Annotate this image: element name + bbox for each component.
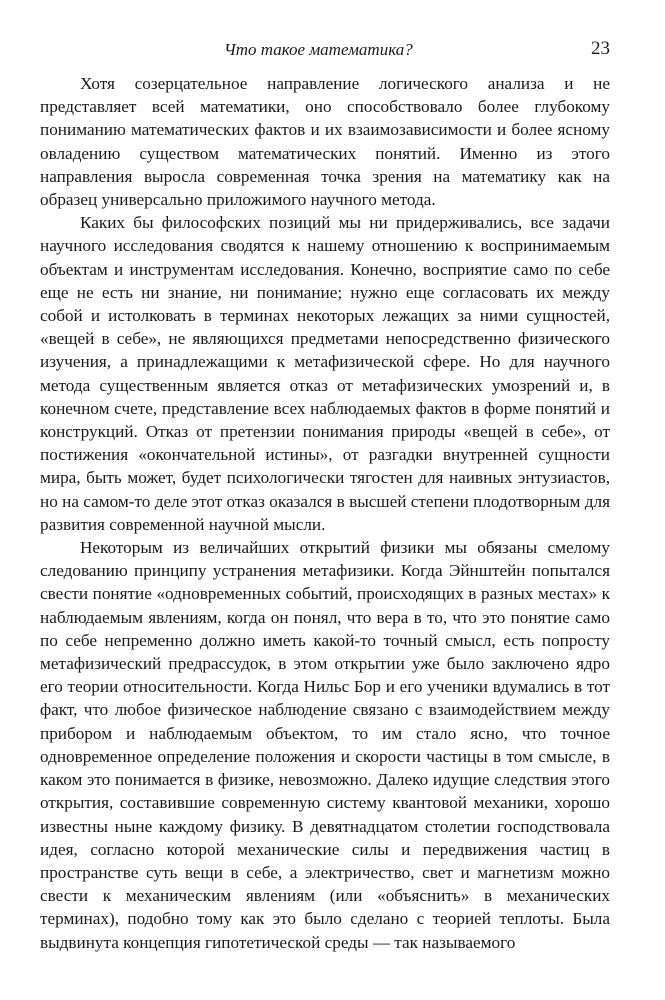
body-text xyxy=(40,72,610,954)
paragraph-1: Хотя созерцательное направление логического анализа и не представляет всей математики, оно способствовало более глубокому пониманию математических фактов и их взаимозависимости и более ясному овладению существом математических понятий. Именно из этого направления выросла современная точка зрения на математику как на образец универсально приложимого научного метода. xyxy=(40,74,610,210)
paragraph-3: Некоторым из величайших открытий физики мы обязаны смелому следованию принципу устранения метафизики. Когда Эйнштейн попытался свести понятие «одновременных событий, происходящих в разных местах» к наблюдаемым явлениям, когда он понял, что вера в то, что это понятие само по себе непременно должно иметь какой-то точный смысл, есть попросту метафизический предрассудок, в этом открытии уже было заключено ядро его теории относительности. Когда Нильс Бор и его ученики вдумались в тот факт, что любое физическое наблюдение связано с взаимодействием между прибором и наблюдаемым объектом, то им стало ясно, что точное одновременное определение положения и скорости частицы в том смысле, в каком это понимается в физике, невозможно. Далеко идущие следствия этого открытия, составившие современную систему квантовой механики, хорошо известны ныне каждому физику. В девятнадцатом столетии господствовала идея, согласно которой механические силы и передвижения частиц в пространстве суть вещи в себе, а электричество, свет и магнетизм можно свести к механическим явлениям (или «объяснить» в механических терминах), подобно тому как это было сделано с теорией теплоты. Была выдвинута концепция гипотетической среды — так называемого xyxy=(40,538,610,952)
page-number: 23 xyxy=(591,38,610,59)
running-title: Что такое математика? xyxy=(224,40,413,59)
running-head xyxy=(40,40,610,64)
paragraph-2: Каких бы философских позиций мы ни придерживались, все задачи научного исследования сводятся к нашему отношению к воспринимаемым объектам и инструментам исследования. Конечно, восприятие само по себе еще не есть ни знание, ни понимание; нужно еще согласовать их между собой и истолковать в терминах некоторых лежащих за ними сущностей, «вещей в себе», не являющихся предметами непосредственно физического изучения, а принадлежащими к метафизической сфере. Но для научного метода существенным является отказ от метафизических умозрений и, в конечном счете, представление всех наблюдаемых фактов в форме понятий и конструкций. Отказ от претензии понимания природы «вещей в себе», от постижения «окончательной истины», от разгадки внутренней сущности мира, быть может, будет психологически тягостен для наивных энтузиастов, но на самом-то деле этот отказ оказался в высшей степени плодотворным для развития современной научной мысли. xyxy=(40,213,610,534)
